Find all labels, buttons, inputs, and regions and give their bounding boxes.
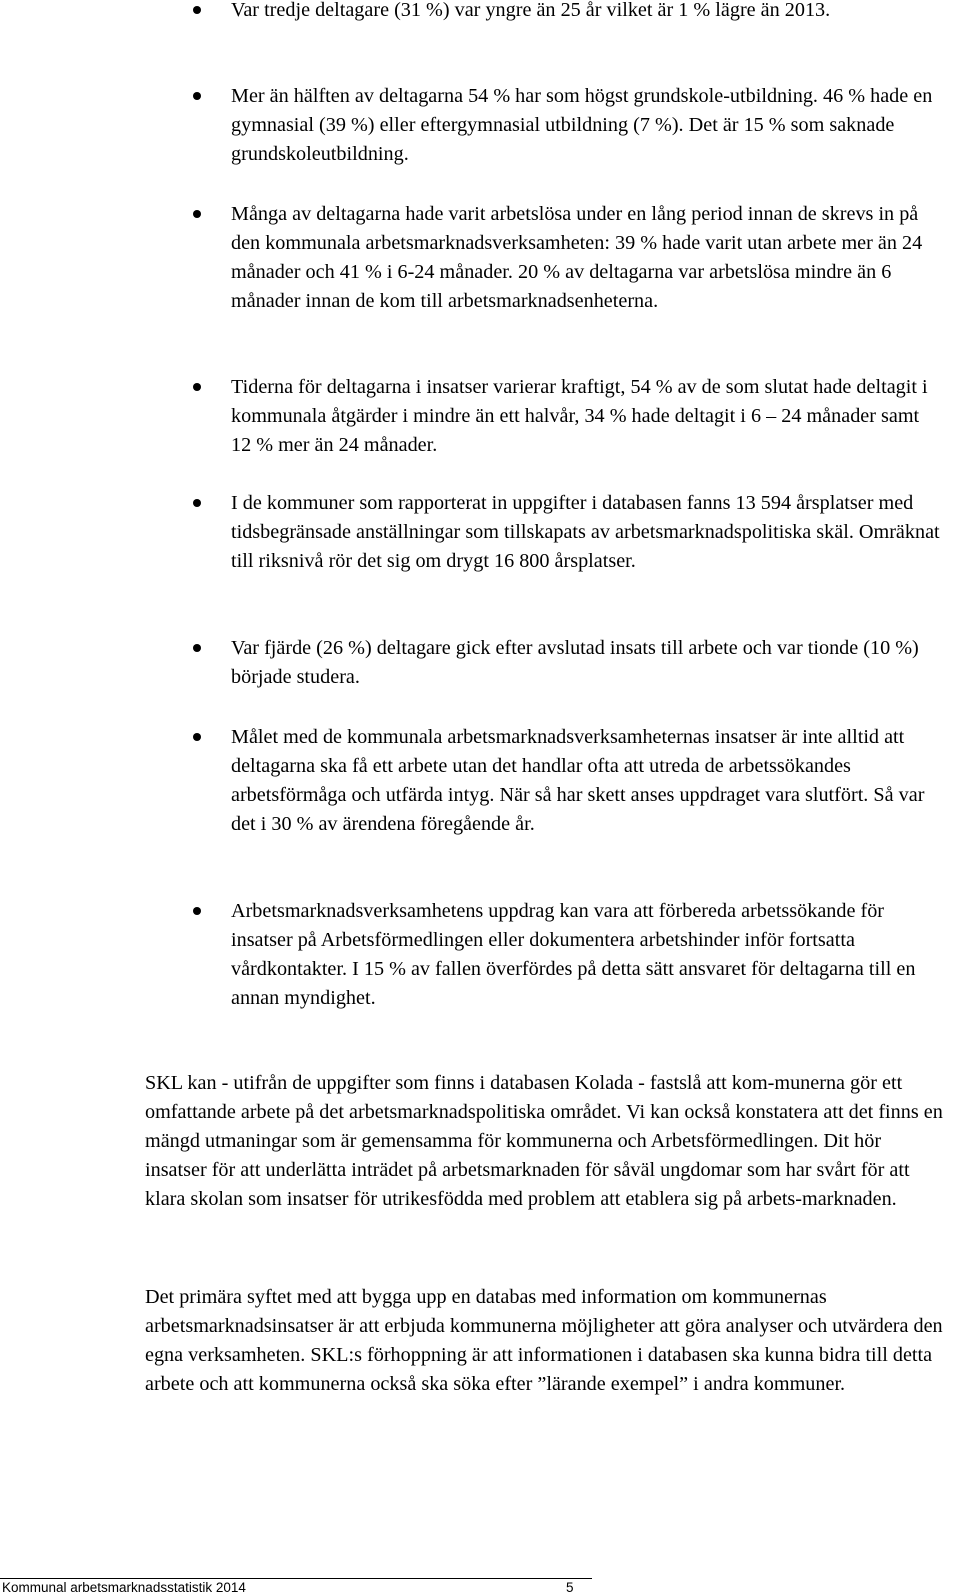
bullet-dot-icon xyxy=(193,383,201,391)
bullet-text: Var tredje deltagare (31 %) var yngre än 25 år vilket är 1 % lägre än 2013. xyxy=(231,0,831,21)
bullet-text: Tiderna för deltagarna i insatser varierar kraftigt, 54 % av de som slutat hade deltagit i kommunala åtgärder i mindre än ett halvår, 34 % hade deltagit i 6 – 24 månader samt 12 % mer än 24 månader. xyxy=(231,376,928,456)
body-paragraph: Det primära syftet med att bygga upp en databas med information om kommunernas arbetsmarknadsinsatser är att erbjuda kommunerna möjligheter att göra analyser och utvärdera den egna verksamheten. SKL:s förhoppning är att informationen i databasen ska kunna bidra till detta arbete och att kommunerna också ska söka efter ”lärande exempel” i andra kommuner. xyxy=(145,1286,943,1395)
body-paragraph: SKL kan - utifrån de uppgifter som finns i databasen Kolada - fastslå att kom-munerna gör ett omfattande arbete på det arbetsmarknadspolitiska området. Vi kan också konstatera att det finns en mängd utmaningar som är gemensamma för kommunerna och Arbetsförmedlingen. Dit hör insatser för att underlätta inträdet på arbetsmarknaden för såväl ungdomar som har svårt för att klara skolan som insatser för utrikesfödda med problem att etablera sig på arbets-marknaden. xyxy=(145,1072,943,1210)
page-number: 5 xyxy=(566,1580,574,1595)
bullet-dot-icon xyxy=(193,499,201,507)
bullet-dot-icon xyxy=(193,210,201,218)
bullet-text: Många av deltagarna hade varit arbetslösa under en lång period innan de skrevs in på den kommunala arbetsmarknadsverksamheten: 39 % hade varit utan arbete mer än 24 månader och 41 % i 6-24 månader. 20 % av deltagarna var arbetslösa mindre än 6 månader innan de kom till arbetsmarknadsenheterna. xyxy=(231,203,923,312)
bullet-text: Var fjärde (26 %) deltagare gick efter avslutad insats till arbete och var tionde (10 %) började studera. xyxy=(231,637,919,688)
bullet-text: Arbetsmarknadsverksamhetens uppdrag kan vara att förbereda arbetssökande för insatser på Arbetsförmedlingen eller dokumentera arbetshinder inför fortsatta vårdkontakter. I 15 % av fallen överfördes på detta sätt ansvaret för deltagarna till en annan myndighet. xyxy=(231,900,916,1009)
footer-title: Kommunal arbetsmarknadsstatistik 2014 xyxy=(2,1580,246,1595)
bullet-dot-icon xyxy=(193,907,201,915)
bullet-dot-icon xyxy=(193,644,201,652)
bullet-dot-icon xyxy=(193,6,201,14)
bullet-dot-icon xyxy=(193,733,201,741)
bullet-text: Målet med de kommunala arbetsmarknadsverksamheternas insatser är inte alltid att deltagarna ska få ett arbete utan det handlar ofta att utreda de arbetssökandes arbetsförmåga och utfärda intyg. När så har skett anses uppdraget vara slutfört. Så var det i 30 % av ärendena föregående år. xyxy=(231,726,925,835)
bullet-text: I de kommuner som rapporterat in uppgifter i databasen fanns 13 594 årsplatser med tidsbegränsade anställningar som tillskapats av arbetsmarknadspolitiska skäl. Omräknat till riksnivå rör det sig om drygt 16 800 årsplatser. xyxy=(231,492,940,572)
footer-divider xyxy=(0,1578,592,1579)
bullet-text: Mer än hälften av deltagarna 54 % har som högst grundskole-utbildning. 46 % hade en gymnasial (39 %) eller eftergymnasial utbildning (7 %). Det är 15 % som saknade grundskoleutbildning. xyxy=(231,85,933,165)
bullet-dot-icon xyxy=(193,92,201,100)
